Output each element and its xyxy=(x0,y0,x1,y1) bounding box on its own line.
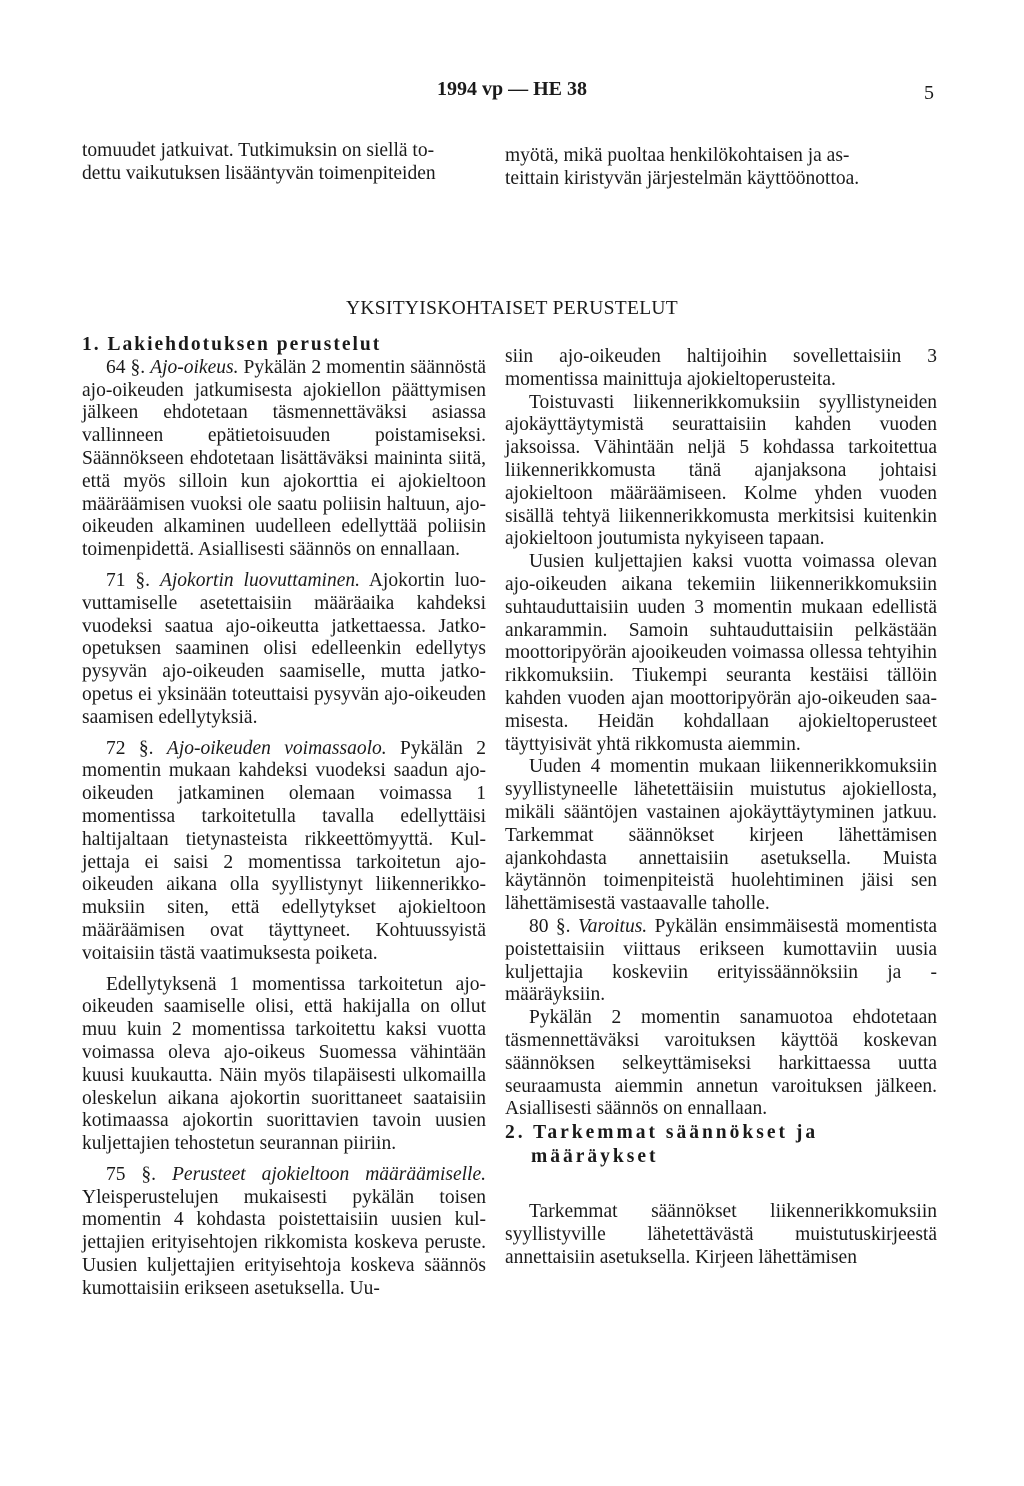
paragraph-64 xyxy=(82,357,486,562)
header-title: 1994 vp — HE 38 xyxy=(436,78,588,100)
subheading-2 xyxy=(505,1121,937,1169)
section-heading: Perusteet ajokieltoon määräämiselle. xyxy=(172,1163,487,1185)
text-line: teittain kiristyvän järjestelmän käyttöönottoa. xyxy=(505,167,860,189)
paragraph-text: Ajokortin luovuttamiselle asetettaisiin määräaika kahdeksi vuodeksi saatua ajo-oikeutta jatkettaessa. Jatko-opetuksen saaminen olisi edelleenkin edellytys pysyvän ajo-oikeuden saamiselle, mutta jatko-opetus ei yksinään toteuttaisi pysyvän ajo-oikeuden saamisen edellytyksiä. xyxy=(82,569,486,728)
paragraph-80 xyxy=(505,916,937,1007)
right-column xyxy=(505,346,937,1269)
section-number: 75 §. xyxy=(106,1163,157,1185)
paragraph-text: Pykälän 2 momentin säännöstä ajo-oikeuden jatkumisesta ajokiellon päättymisen jälkeen ehdotetaan täsmennettäväksi asiassa vallinneen epätietoisuuden poistamiseksi. Säännökseen ehdotetaan lisättäväksi maininta siitä, että myös silloin kun ajokorttia ei ajokieltoon määräämisen vuoksi ole saatu poliisin haltuun, ajo-oikeuden alkaminen uudelleen edellyttää poliisin toimenpidettä. Asiallisesti säännös on ennallaan. xyxy=(82,356,487,561)
paragraph-text: Yleisperustelujen mukaisesti pykälän toisen momentin 4 kohdasta poistettaisiin uusien kuljettajien erityisehtojen rikkomista koskeva peruste. Uusien kuljettajien erityisehtoja koskeva säännös kumottaisiin erikseen asetuksella. Uu- xyxy=(82,1186,486,1299)
section-title: YKSITYISKOHTAISET PERUSTELUT xyxy=(345,298,679,319)
paragraph-text: Pykälän 2 momentin mukaan kahdeksi vuodeksi saadun ajo-oikeuden jatkaminen olemaan voimassa 1 momentissa tarkoitetulla tavalla edellyttäisi haltijaltaan tietynasteista rikkeettömyyttä. Kuljettaja ei saisi 2 momentissa tarkoitetun ajooikeuden aikana olla syyllistynyt liikennerikkomuksiin siten, että edellytykset ajokieltoon määräämisen ovat täyttyneet. Kohtuussyistä voitaisiin tästä vaatimuksesta poiketa. xyxy=(82,737,486,964)
text-line: dettu vaikutuksen lisääntyvän toimenpiteiden xyxy=(82,162,436,184)
spacer xyxy=(505,1169,937,1201)
paragraph-71 xyxy=(82,570,486,730)
section-number: 72 §. xyxy=(106,737,154,759)
page-number: 5 xyxy=(924,82,934,104)
paragraph: Uuden 4 momentin mukaan liikennerikkomuksiin syyllistyneelle lähetettäisiin muistutus ajokiellosta, mikäli sääntöjen vastainen ajokäyttäytyminen jatkuu. Tarkemmat säännökset kirjeen lähettämisen ajankohdasta annettaisiin asetuksella. Muista käytännön toimenpiteistä huolehtiminen jäisi sen lähettämisestä vastaavalle taholle. xyxy=(505,756,937,915)
paragraph-72 xyxy=(82,738,486,966)
section-heading: Varoitus. xyxy=(578,915,648,937)
paragraph-72b: Edellytyksenä 1 momentissa tarkoitetun ajooikeuden saamiselle olisi, että hakijalla on ollut muu kuin 2 momentissa tarkoitettu kaksi vuotta voimassa oleva ajo-oikeus Suomessa vähintään kuusi kuukautta. Näin myös tilapäisesti ulkomailla oleskelun aikana ajokortin suorittaneet saataisiin kotimaassa ajokortin suorittavien tavoin uusien kuljettajien tehostetun seurannan piiriin. xyxy=(82,973,486,1155)
left-column xyxy=(82,334,486,1301)
top-left-text xyxy=(82,140,486,186)
paragraph: Toistuvasti liikennerikkomuksiin syyllistyneiden ajokäyttäytymistä seurattaisiin kahden vuoden jaksoissa. Vähintään neljä 5 kohdassa tarkoitettua liikennerikkomusta tänä ajanjaksona johtaisi ajokieltoon määräämiseen. Kolme yhden vuoden sisällä tehtyä liikennerikkomusta merkitsisi kuitenkin ajokieltoon joutumista nykyiseen tapaan. xyxy=(505,391,937,550)
paragraph-75 xyxy=(82,1164,486,1301)
paragraph: Pykälän 2 momentin sanamuotoa ehdotetaan täsmennettäväksi varoituksen käyttöä koskevan säännöksen selkeyttämiseksi harkittaessa uutta seuraamusta aiemmin annetun varoituksen jälkeen. Asiallisesti säännös on ennallaan. xyxy=(505,1007,937,1120)
paragraph: Tarkemmat säännökset liikennerikkomuksiin syyllistyville lähetettävästä muistutuskirjeestä annettaisiin asetuksella. Kirjeen lähettämisen xyxy=(505,1201,937,1268)
subheading-line: 2. Tarkemmat säännökset ja xyxy=(505,1122,819,1144)
paragraph-text: Pykälän ensimmäisestä momentista poistettaisiin viittaus erikseen kumottaviin uusia kuljettajia koskeviin erityissäännöksiin ja -määräyksiin. xyxy=(505,915,938,1006)
section-heading: Ajokortin luovuttaminen. xyxy=(159,569,360,591)
section-heading: Ajo-oikeus. xyxy=(150,356,239,378)
text-line: tomuudet jatkuivat. Tutkimuksin on siellä to- xyxy=(82,140,435,161)
page-header xyxy=(0,78,1024,108)
top-right-text xyxy=(505,145,937,191)
section-heading: Ajo-oikeuden voimassaolo. xyxy=(166,737,387,759)
paragraph-continued: siin ajo-oikeuden haltijoihin sovellettaisiin 3 momentissa mainittuja ajokieltoperusteita. xyxy=(505,346,937,390)
paragraph: Uusien kuljettajien kaksi vuotta voimassa olevan ajo-oikeuden aikana tekemiin liikennerikkomuksiin suhtauduttaisiin uuden 3 momentin mukaan edellistä ankarammin. Samoin suhtauduttaisiin pelkästään moottoripyörän ajooikeuden voimassa ollessa tehtyihin rikkomuksiin. Tiukempi seuranta kestäisi tällöin kahden vuoden ajan moottoripyörän ajo-oikeuden saamisesta. Heidän kohdallaan ajokieltoperusteet täyttyisivät yhtä rikkomusta aiemmin. xyxy=(505,551,937,755)
section-number: 80 §. xyxy=(529,915,571,937)
text-line: myötä, mikä puoltaa henkilökohtaisen ja as- xyxy=(505,145,850,166)
section-number: 71 §. xyxy=(106,569,151,591)
subheading-line: määräykset xyxy=(531,1146,659,1168)
subheading: 1. Lakiehdotuksen perustelut xyxy=(82,334,382,355)
section-number: 64 §. xyxy=(106,356,146,378)
